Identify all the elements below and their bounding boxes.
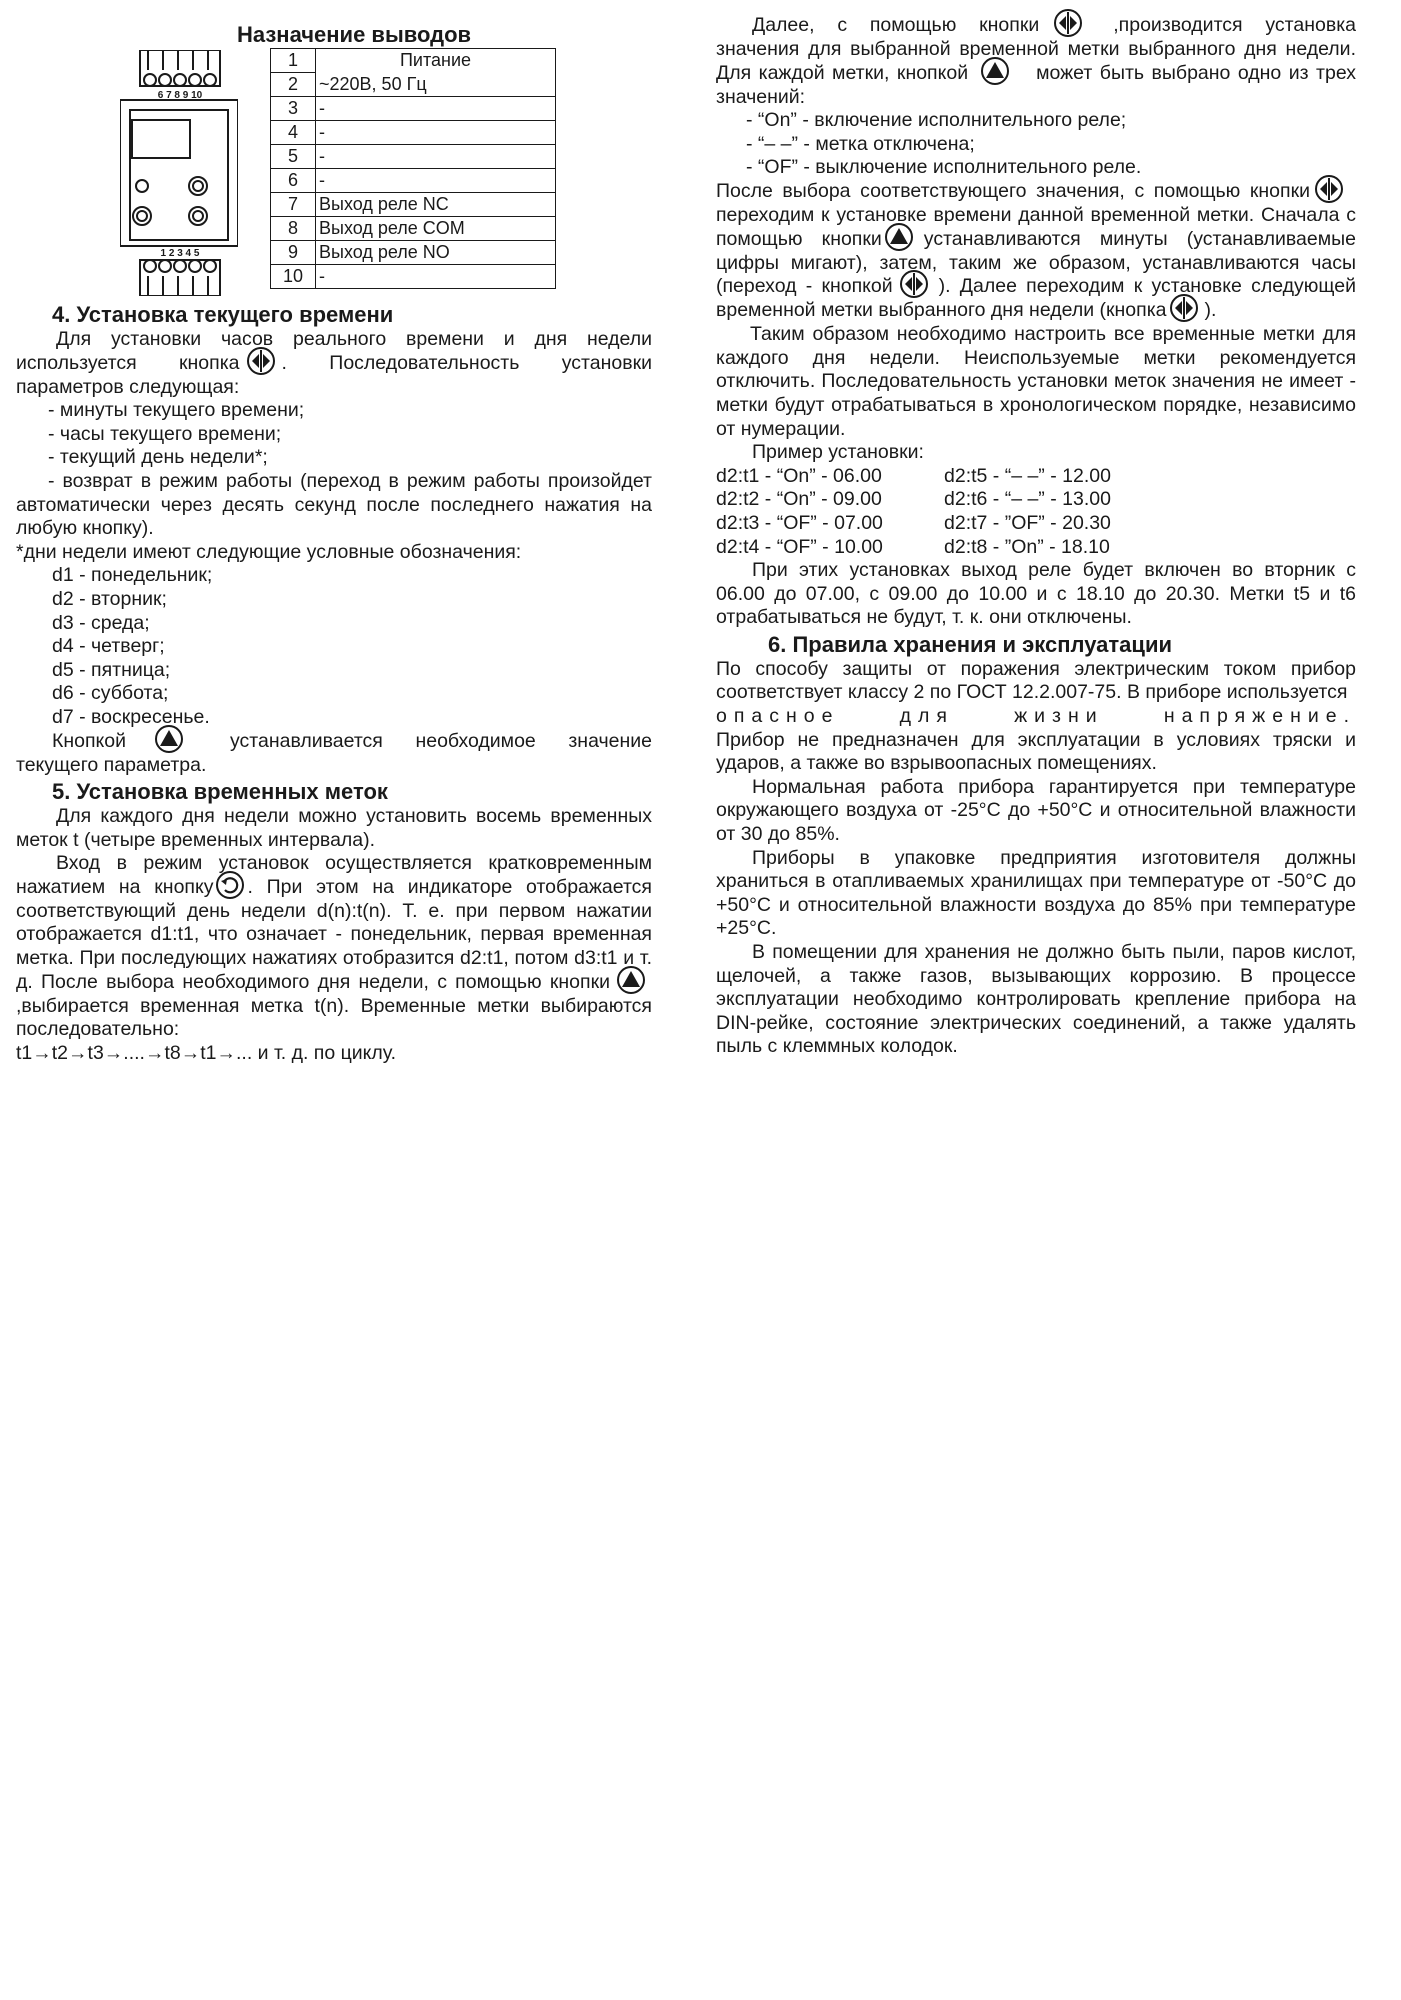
left-right-button-icon — [899, 269, 929, 299]
pin-row: 3 - — [271, 97, 556, 121]
pin-row: 8 Выход реле COM — [271, 217, 556, 241]
s6-paragraph-1: По способу защиты от поражения электрическим током прибор соответствует классу 2 по ГОСТ 12.2.007-75. В приборе используется — [716, 657, 1356, 704]
pin-row: 4 - — [271, 121, 556, 145]
s4-paragraph-2: Кнопкой устанавливается необходимое значение текущего параметра. — [16, 730, 652, 778]
section-4-title: 4. Установка текущего времени — [52, 302, 394, 327]
s5-right-paragraph-4: При этих установках выход реле будет включен во вторник с 06.00 до 07.00, с 09.00 до 10.00 и с 18.10 до 20.30. Метки t5 и t6 отрабатываться не будут, т. к. они отключены. — [716, 559, 1356, 629]
right-column — [716, 14, 1356, 1059]
list-item: - минуты текущего времени; — [48, 399, 305, 422]
value-option: - “OF” - выключение исполнительного реле. — [746, 156, 1142, 179]
pin-row: 5 - — [271, 145, 556, 169]
pin-row: 10 - — [271, 265, 556, 289]
day-item: d6 - суббота; — [52, 682, 169, 705]
pin-row: 6 - — [271, 169, 556, 193]
pin-assignment-block — [16, 52, 652, 300]
section-5-title: 5. Установка временных меток — [52, 779, 388, 805]
pins-title: Назначение выводов — [236, 22, 472, 47]
up-button-icon — [616, 965, 646, 995]
left-right-button-icon — [1053, 8, 1083, 38]
value-option: - “– –” - метка отключена; — [746, 132, 975, 155]
s6-paragraph-2: Нормальная работа прибора гарантируется при температуре окружающего воздуха от -25°С до +50°С и относительной влажности от 30 до 85%. — [716, 775, 1356, 846]
up-button-icon — [884, 222, 914, 252]
pin-row: 9 Выход реле NO — [271, 241, 556, 265]
s4-paragraph-1: Для установки часов реального времени и дня недели используется кнопка . Последовательность установки параметров следующая: — [16, 328, 652, 398]
bottom-terminal-numbers: 1 2 3 4 5 — [160, 248, 200, 259]
s6-warning: опасное для жизни напряжение. — [716, 705, 1356, 728]
day-item: d2 - вторник; — [52, 587, 167, 610]
example-row: d2:t2 - “On” - 09.00 d2:t6 - “– –” - 13.00 — [716, 488, 1111, 511]
pin-row: 1 Питание — [271, 49, 556, 73]
left-right-button-icon — [1314, 174, 1344, 204]
s5-right-paragraph-3: Таким образом необходимо настроить все временные метки для каждого дня недели. Неиспользуемые метки рекомендуется отключить. Последовательность установки меток значения не имеет - метки будут отрабатываться в хронологическом порядке, независимо от нумерации. — [716, 323, 1356, 440]
section-6-title: 6. Правила хранения и эксплуатации — [768, 631, 1172, 657]
s5-right-paragraph-2: После выбора соответствующего значения, с помощью кнопки переходим к установке времени данной временной метки. Сначала с помощью кнопки устанавливаются минуты (устанавливаемые цифры мигают), затем, таким же образом, устанавливаются часы (переход - кнопкой ). Далее переходим к установке следующей временной метки выбранного дня недели (кнопка ). — [716, 180, 1356, 323]
s6-paragraph-1c: Прибор не предназначен для эксплуатации в условиях тряски и ударов, а также во взрывоопасных помещениях. — [716, 728, 1356, 775]
left-right-button-icon — [246, 346, 276, 376]
s5-paragraph-2: Вход в режим установок осуществляется кратковременным нажатием на кнопку . При этом на индикаторе отображается соответствующий день недели d(n):t(n). Т. е. при первом нажатии отображается d1:t1, что означает - понедельник, первая временная метка. При последующих нажатиях отобразится d2:t1, потом d3:t1 и т. д. После выбора необходимого дня недели, с помощью кнопки ,выбирается временная метка t(n). Временные метки выбираются последовательно: — [16, 852, 652, 1041]
list-item: - возврат в режим работы (переход в режим работы произойдет автоматически через десять секунд после последнего нажатия на любую кнопку). — [16, 469, 652, 540]
s6-paragraph-4: В помещении для хранения не должно быть пыли, паров кислот, щелочей, а также газов, вызывающих коррозию. В процессе эксплуатации необходимо контролировать крепление прибора на DIN-рейке, состояние электрических соединений, а также удалять пыль с клеммных колодок. — [716, 941, 1356, 1058]
list-item: - часы текущего времени; — [48, 422, 282, 445]
value-option: - “On” - включение исполнительного реле; — [746, 109, 1127, 132]
s5-paragraph-1: Для каждого дня недели можно установить восемь временных меток t (четыре временных интервала). — [16, 805, 652, 851]
example-row: d2:t1 - “On” - 06.00 d2:t5 - “– –” - 12.00 — [716, 464, 1111, 487]
pins-table — [270, 48, 556, 289]
pin-row: 2 ~220В, 50 Гц — [271, 73, 556, 97]
label-sequence: t1→t2→t3→....→t8→t1→... и т. д. по циклу. — [16, 1041, 397, 1064]
example-row: d2:t4 - “OF” - 10.00 d2:t8 - ”On” - 18.10 — [716, 535, 1110, 558]
s5-right-paragraph-1: Далее, с помощью кнопки ,производится установка значения для выбранной временной метки выбранного дня недели. Для каждой метки, кнопкой может быть выбрано одно из трех значений: — [716, 14, 1356, 109]
day-item: d1 - понедельник; — [52, 564, 213, 587]
up-button-icon — [980, 56, 1010, 86]
s6-paragraph-3: Приборы в упаковке предприятия изготовителя должны храниться в отапливаемых хранилищах при температуре от -50°С до +50°С и относительной влажности воздуха до 85% при температуре +25°С. — [716, 846, 1356, 940]
pin-row: 7 Выход реле NC — [271, 193, 556, 217]
device-diagram — [120, 50, 238, 296]
left-right-button-icon — [1169, 293, 1199, 323]
left-column — [16, 22, 652, 1065]
example-row: d2:t3 - “OF” - 07.00 d2:t7 - ”OF” - 20.30 — [716, 511, 1111, 534]
days-note: *дни недели имеют следующие условные обозначения: — [16, 540, 522, 563]
up-button-icon — [154, 724, 184, 754]
mode-button-icon — [215, 870, 245, 900]
day-item: d7 - воскресенье. — [52, 705, 210, 728]
top-terminal-numbers: 6 7 8 9 10 — [157, 90, 203, 101]
example-title: Пример установки: — [752, 441, 924, 464]
day-item: d5 - пятница; — [52, 658, 171, 681]
day-item: d3 - среда; — [52, 611, 150, 634]
day-item: d4 - четверг; — [52, 635, 165, 658]
list-item: - текущий день недели*; — [48, 446, 268, 469]
